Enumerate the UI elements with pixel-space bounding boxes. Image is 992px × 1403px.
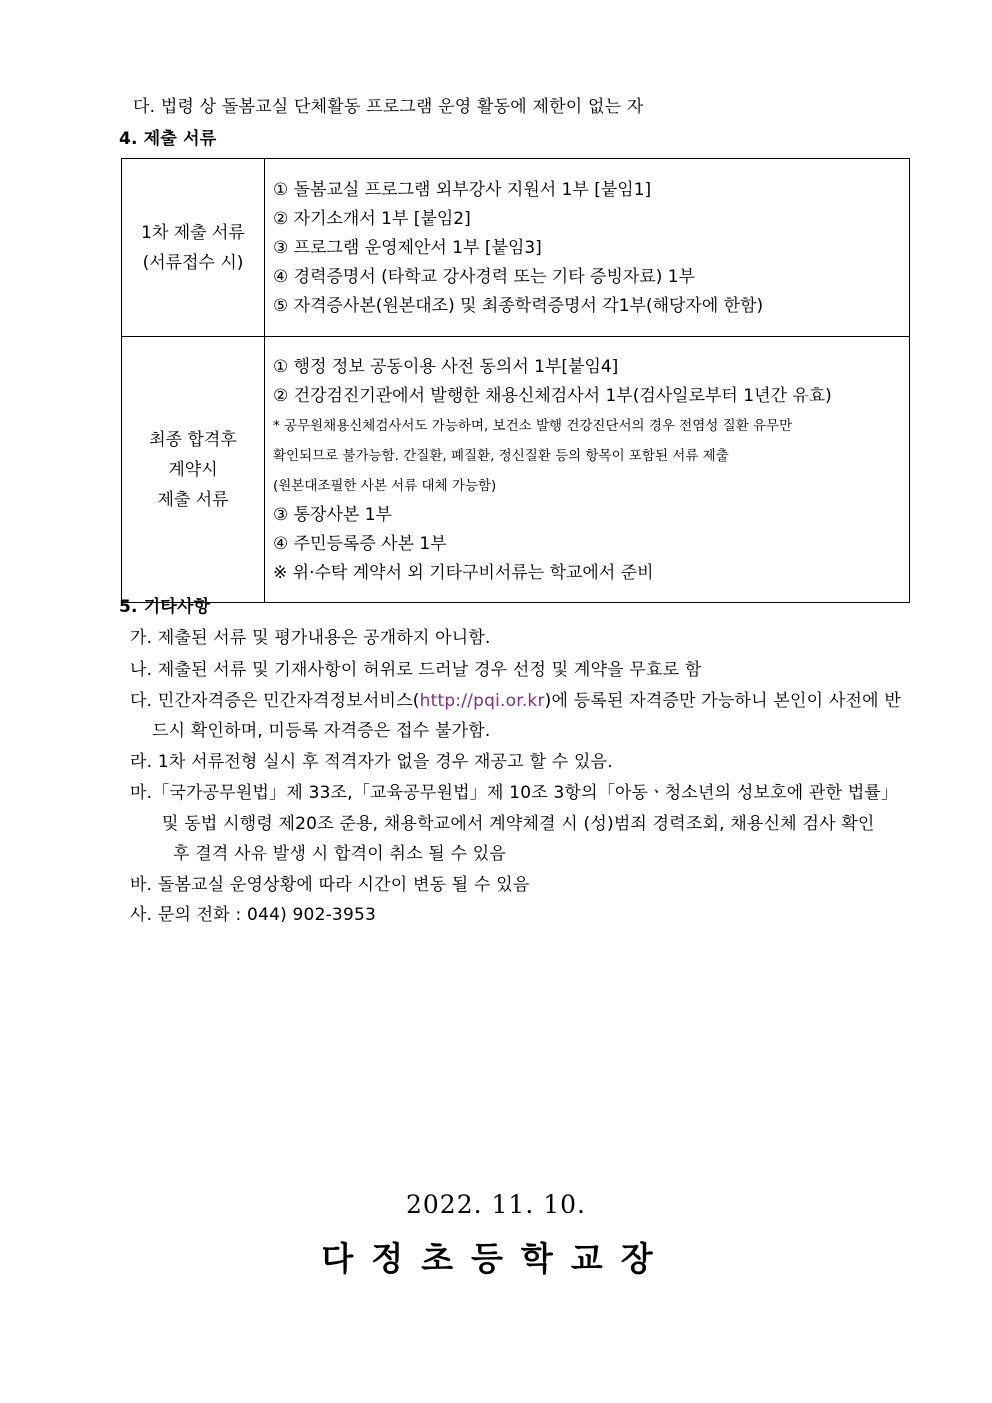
note-text: (원본대조필한 사본 서류 대체 가능함) [273,478,497,494]
list-item: ※ 위·수탁 계약서 외 기타구비서류는 학교에서 준비 [273,563,654,583]
misc-item-da-continued: 드시 확인하며, 미등록 자격증은 접수 불가함. [152,721,491,741]
misc-item-da-text: )에 등록된 자격증만 가능하니 본인이 사전에 반 [544,691,901,711]
eligibility-item-da: 다. 법령 상 돌봄교실 단체활동 프로그램 운영 활동에 제한이 없는 자 [133,97,644,117]
document-date: 2022. 11. 10. [406,1190,586,1219]
misc-item-sa: 사. 문의 전화 : 044) 902-3953 [130,905,376,925]
list-item: ③ 통장사본 1부 [273,505,392,525]
misc-item-ra: 라. 1차 서류전형 실시 후 적격자가 없을 경우 재공고 할 수 있음. [130,752,613,772]
category-label: 최종 합격후 [149,429,237,450]
pqi-link[interactable]: http://pqi.or.kr [419,691,545,711]
misc-item-da-text: 다. 민간자격증은 민간자격정보서비스( [130,691,420,711]
signer-title: 다정초등학교장 [321,1239,671,1278]
misc-item-ma: 마.「국가공무원법」제 33조,「교육공무원법」제 10조 3항의「아동ㆍ청소년의 성보호에 관한 법률」 [130,783,899,803]
category-sublabel: (서류접수 시) [142,252,244,273]
list-item: ① 행정 정보 공동이용 사전 동의서 1부[붙임4] [273,357,619,377]
first-submission-items [265,159,910,337]
list-item: ⑤ 자격증사본(원본대조) 및 최종학력증명서 각1부(해당자에 한함) [273,296,764,316]
first-submission-category [122,159,265,337]
misc-item-na: 나. 제출된 서류 및 기재사항이 허위로 드러날 경우 선정 및 계약을 무효로 함 [130,660,702,680]
misc-item-ba: 바. 돌봄교실 운영상황에 따라 시간이 변동 될 수 있음 [130,875,530,895]
note-text: * 공무원채용신체검사서도 가능하며, 보건소 발행 건강진단서의 경우 전염성 질환 유무만 [273,418,793,434]
list-item: ④ 경력증명서 (타학교 강사경력 또는 기타 증빙자료) 1부 [273,267,696,287]
section-4-heading: 4. 제출 서류 [119,129,217,149]
table-row [122,337,910,603]
final-submission-items [265,337,910,603]
list-item: ② 자기소개서 1부 [붙임2] [273,209,471,229]
misc-item-ma-continued: 후 결격 사유 발생 시 합격이 취소 될 수 있음 [173,844,507,864]
list-item: ③ 프로그램 운영제안서 1부 [붙임3] [273,238,542,258]
table-row [122,159,910,337]
final-submission-category [122,337,265,603]
category-label: 제출 서류 [157,489,229,510]
list-item: ① 돌봄교실 프로그램 외부강사 지원서 1부 [붙임1] [273,180,652,200]
section-5-heading: 5. 기타사항 [119,597,211,617]
list-item: ④ 주민등록증 사본 1부 [273,534,447,554]
submission-documents-table [121,158,910,603]
misc-item-ma-continued: 및 동법 시행령 제20조 준용, 채용학교에서 계약체결 시 (성)범죄 경력조회, 채용신체 검사 확인 [162,814,875,834]
category-label: 1차 제출 서류 [141,222,245,243]
note-text: 확인되므로 불가능함. 간질환, 폐질환, 정신질환 등의 항목이 포함된 서류 제출 [273,448,729,464]
category-label: 계약시 [168,459,218,480]
misc-item-ga: 가. 제출된 서류 및 평가내용은 공개하지 아니함. [130,628,491,648]
list-item: ② 건강검진기관에서 발행한 채용신체검사서 1부(검사일로부터 1년간 유효) [273,386,832,406]
misc-item-da [130,686,901,711]
